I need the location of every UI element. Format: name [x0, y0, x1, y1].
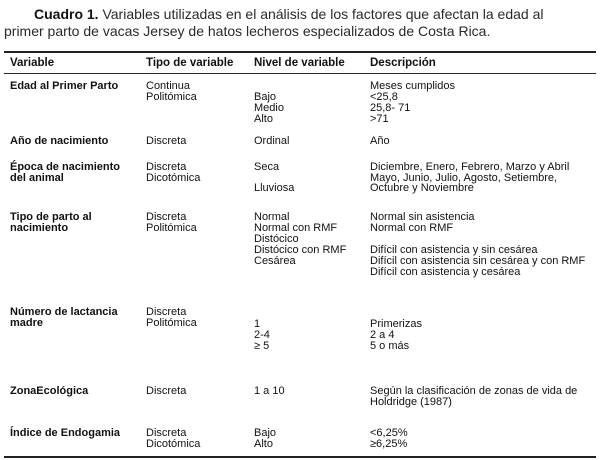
table-top-rule — [4, 51, 596, 53]
row-zona-nivel: 1 a 10 — [254, 385, 285, 397]
row-endogamia-nivel-1: Bajo — [254, 427, 277, 439]
row-anio-desc: Año — [370, 135, 390, 147]
row-edad-desc-1: Meses cumplidos — [370, 80, 455, 92]
table-bottom-rule — [4, 456, 596, 458]
row-edad-nivel-2: Medio — [254, 102, 284, 114]
row-epoca-nivel-1: Seca — [254, 161, 280, 173]
row-endogamia-variable: Índice de Endogamia — [10, 427, 121, 439]
row-zona-tipo: Discreta — [146, 385, 187, 397]
row-parto-nivel-3: Distócico — [254, 233, 299, 245]
row-edad-desc-2: <25,8 — [370, 91, 398, 103]
header-descripcion: Descripción — [370, 57, 436, 69]
header-variable: Variable — [10, 57, 55, 69]
caption-line-1 — [4, 6, 596, 23]
row-epoca-nivel-2: Lluviosa — [254, 182, 295, 194]
table-header-rule — [4, 73, 596, 74]
row-edad-desc-4: >71 — [370, 113, 389, 125]
table-caption — [4, 6, 596, 40]
row-edad-variable: Edad al Primer Parto — [10, 80, 119, 92]
row-epoca-desc-1: Diciembre, Enero, Febrero, Marzo y Abril — [370, 161, 570, 173]
row-edad-desc-3: 25,8- 71 — [370, 102, 411, 114]
row-anio-variable: Año de nacimiento — [10, 135, 109, 147]
row-lactancia-nivel-3: ≥ 5 — [254, 340, 270, 352]
row-endogamia-tipo-1: Discreta — [146, 427, 187, 439]
row-parto-variable-2: nacimiento — [10, 222, 69, 234]
row-lactancia-variable-2: madre — [10, 317, 44, 329]
row-edad-nivel-1: Bajo — [254, 91, 277, 103]
row-parto-desc-3: Difícil con asistencia y sin cesárea — [370, 244, 538, 256]
row-endogamia-desc-1: <6,25% — [370, 427, 408, 439]
row-endogamia-nivel-2: Alto — [254, 438, 273, 450]
row-epoca-desc-3: Octubre y Noviembre — [370, 182, 474, 194]
row-anio-tipo: Discreta — [146, 135, 187, 147]
row-parto-desc-4: Difícil con asistencia sin cesárea y con RMF — [370, 255, 586, 267]
row-parto-tipo-1: Discreta — [146, 211, 187, 223]
row-lactancia-tipo-2: Politómica — [146, 317, 197, 329]
row-parto-desc-1: Normal sin asistencia — [370, 211, 475, 223]
row-lactancia-desc-2: 2 a 4 — [370, 329, 395, 341]
row-lactancia-nivel-2: 2-4 — [254, 329, 270, 341]
row-parto-nivel-1: Normal — [254, 211, 290, 223]
row-parto-desc-2: Normal con RMF — [370, 222, 454, 234]
row-parto-variable-1: Tipo de parto al — [10, 211, 92, 223]
caption-text-1: Variables utilizadas en el análisis de los factores que afectan la edad al — [102, 6, 544, 22]
row-edad-nivel-3: Alto — [254, 113, 273, 125]
row-anio-nivel: Ordinal — [254, 135, 290, 147]
row-epoca-tipo-2: Dicotómica — [146, 172, 201, 184]
header-tipo: Tipo de variable — [146, 57, 234, 69]
row-lactancia-nivel-1: 1 — [254, 318, 261, 330]
row-lactancia-tipo-1: Discreta — [146, 306, 187, 318]
header-nivel: Nivel de variable — [254, 57, 345, 69]
row-parto-nivel-4: Distócico con RMF — [254, 244, 347, 256]
row-epoca-tipo-1: Discreta — [146, 161, 187, 173]
row-endogamia-desc-2: ≥6,25% — [370, 438, 408, 450]
caption-line-2: primer parto de vacas Jersey de hatos lecheros especializados de Costa Rica. — [4, 23, 491, 39]
row-zona-desc-1: Según la clasificación de zonas de vida de — [370, 385, 578, 397]
row-lactancia-desc-3: 5 o más — [370, 340, 410, 352]
row-endogamia-tipo-2: Dicotómica — [146, 438, 201, 450]
row-parto-nivel-5: Cesárea — [254, 255, 296, 267]
row-lactancia-desc-1: Primerizas — [370, 318, 422, 330]
row-zona-variable: ZonaEcológica — [10, 385, 89, 397]
row-edad-tipo-1: Continua — [146, 80, 191, 92]
row-lactancia-variable-1: Número de lactancia — [10, 306, 118, 318]
row-parto-desc-5: Difícil con asistencia y cesárea — [370, 266, 521, 278]
row-zona-desc-2: Holdridge (1987) — [370, 396, 452, 408]
row-parto-tipo-2: Politómica — [146, 222, 197, 234]
row-edad-tipo-2: Politómica — [146, 91, 197, 103]
row-epoca-variable-2: del animal — [10, 172, 64, 184]
row-epoca-desc-2: Mayo, Junio, Julio, Agosto, Setiembre, — [370, 172, 558, 184]
row-parto-nivel-2: Normal con RMF — [254, 222, 338, 234]
row-epoca-variable-1: Época de nacimiento — [10, 161, 121, 173]
caption-label: Cuadro 1. — [34, 6, 99, 22]
